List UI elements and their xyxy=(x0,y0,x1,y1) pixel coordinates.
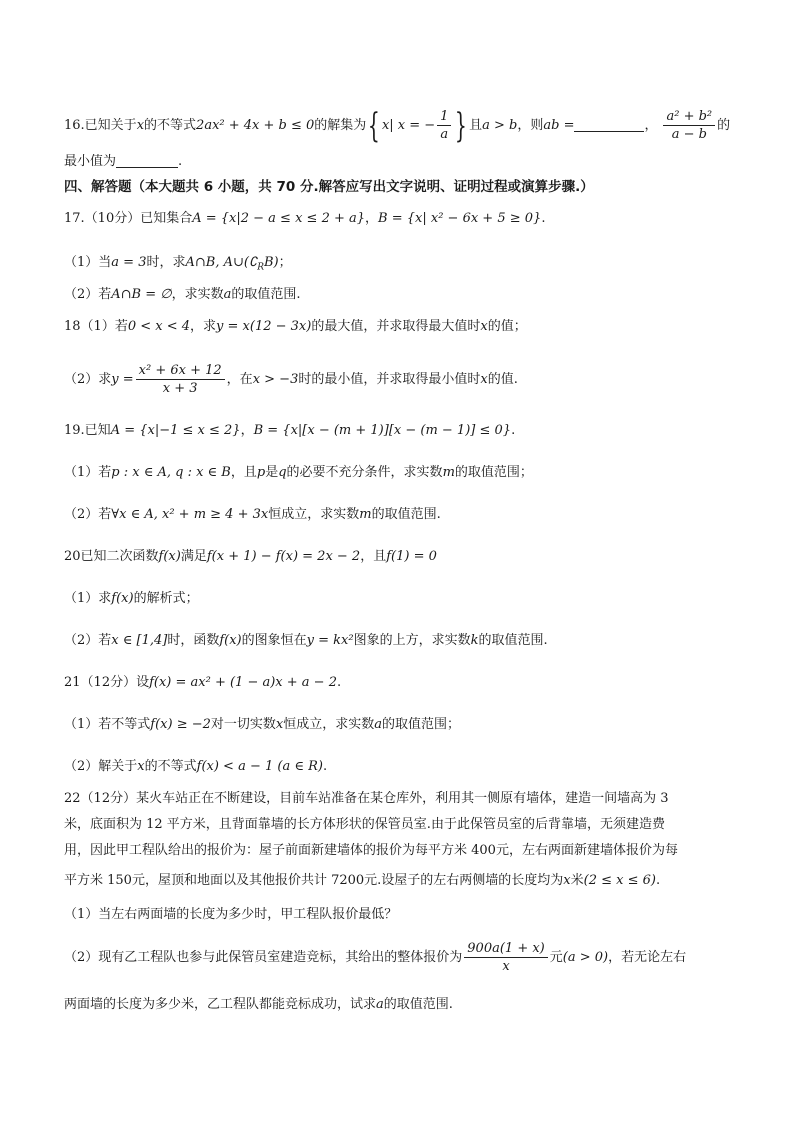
q21-part2: （2）解关于x的不等式f(x) < a − 1 (a ∈ R). xyxy=(64,759,328,774)
q20-part1: （1）求f(x)的解析式； xyxy=(64,591,199,606)
q19-stem: 19.已知A = {x|−1 ≤ x ≤ 2}，B = {x|[x − (m + 1)][x − (m − 1)] ≤ 0}. xyxy=(64,423,516,438)
q22-part2-line2: 两面墙的长度为多少米，乙工程队都能竞标成功，试求a的取值范围. xyxy=(64,997,453,1012)
q22-line3: 用，因此甲工程队给出的报价为：屋子前面新建墙体的报价为每平方米 400元，左右两面新建墙体报价为每 xyxy=(64,843,678,858)
q18-fraction: $\frac{\text{x² + 6x + 12}}{x + 3}$ xyxy=(136,363,225,396)
q19-part1: （1）若p : x ∈ A, q : x ∈ B，且p是q的必要不充分条件，求实数m的取值范围； xyxy=(64,465,533,480)
q16-fraction: $\frac{1}{a}$ xyxy=(437,109,451,142)
q16-fraction-2: $\frac{\text{a² + b²}}{a - b}$ xyxy=(663,109,715,142)
q17-stem: 17.（10分）已知集合A = {x|2 − a ≤ x ≤ 2 + a}，B = {x| x² − 6x + 5 ≥ 0}. xyxy=(64,211,546,226)
q22-line4: 平方米 150元，屋顶和地面以及其他报价共计 7200元.设屋子的左右两侧墙的长度均为x米(2 ≤ x ≤ 6). xyxy=(64,873,661,888)
q17-part1: （1）当a = 3时，求A∩B, $A\cup(∁_RB)$； xyxy=(64,255,292,273)
q16-line2: 最小值为 . xyxy=(64,154,183,169)
q16-answer-blank-1[interactable] xyxy=(574,117,644,132)
q22-fraction: $\frac{900a(1 + x)}{x}$ xyxy=(464,941,547,974)
q20-part2: （2）若x ∈ [1,4]时，函数f(x)的图象恒在y = kx²图象的上方，求实数k的取值范围. xyxy=(64,633,548,648)
q22-line2: 米，底面积为 12 平方米，且背面靠墙的长方体形状的保管员室.由于此保管员室的后背靠墙，无须建造费 xyxy=(64,817,665,832)
q18-part2: （2）求y = $\frac{\text{x² + 6x + 12}}{x + 3}$ ，在x > −3时的最小值，并求取得最小值时x的值. xyxy=(64,363,518,396)
q20-stem: 20已知二次函数f(x)满足f(x + 1) − f(x) = 2x − 2，且f(1) = 0 xyxy=(64,549,437,564)
q19-part2: （2）若∀x ∈ A, x² + m ≥ 4 + 3x恒成立，求实数m的取值范围. xyxy=(64,507,441,522)
q22-part2: （2）现有乙工程队也参与此保管员室建造竞标，其给出的整体报价为 $\frac{900a(1 + x)}{x}$ 元(a > 0)，若无论左右 xyxy=(64,941,687,974)
q16-answer-blank-2[interactable] xyxy=(116,153,178,168)
q16-line1: 16.已知关于x的不等式2ax² + 4x + b ≤ 0的解集为{ x| x = − $\frac{1}{a}$ } 且a > b，则ab = ， $\frac{\text{a² + b²}}{a - b}$ 的 xyxy=(64,105,731,146)
q21-stem: 21（12分）设f(x) = ax² + (1 − a)x + a − 2. xyxy=(64,675,342,690)
q16-inequality: 2ax² + 4x + b ≤ 0 xyxy=(196,118,315,133)
q18-part1: 18（1）若0 < x < 4，求y = x(12 − 3x)的最大值，并求取得最大值时x的值； xyxy=(64,319,527,334)
section-4-header: 四、解答题（本大题共 6 小题，共 70 分.解答应写出文字说明、证明过程或演算步骤.） xyxy=(64,179,594,195)
q22-line1: 22（12分）某火车站正在不断建设，目前车站准备在某仓库外，利用其一侧原有墙体，建造一间墙高为 3 xyxy=(64,791,669,806)
q21-part1: （1）若不等式f(x) ≥ −2对一切实数x恒成立，求实数a的取值范围； xyxy=(64,717,461,732)
q17-part2: （2）若A∩B = ∅，求实数a的取值范围. xyxy=(64,287,301,302)
q22-part1: （1）当左右两面墙的长度为多少时，甲工程队报价最低？ xyxy=(64,907,398,922)
